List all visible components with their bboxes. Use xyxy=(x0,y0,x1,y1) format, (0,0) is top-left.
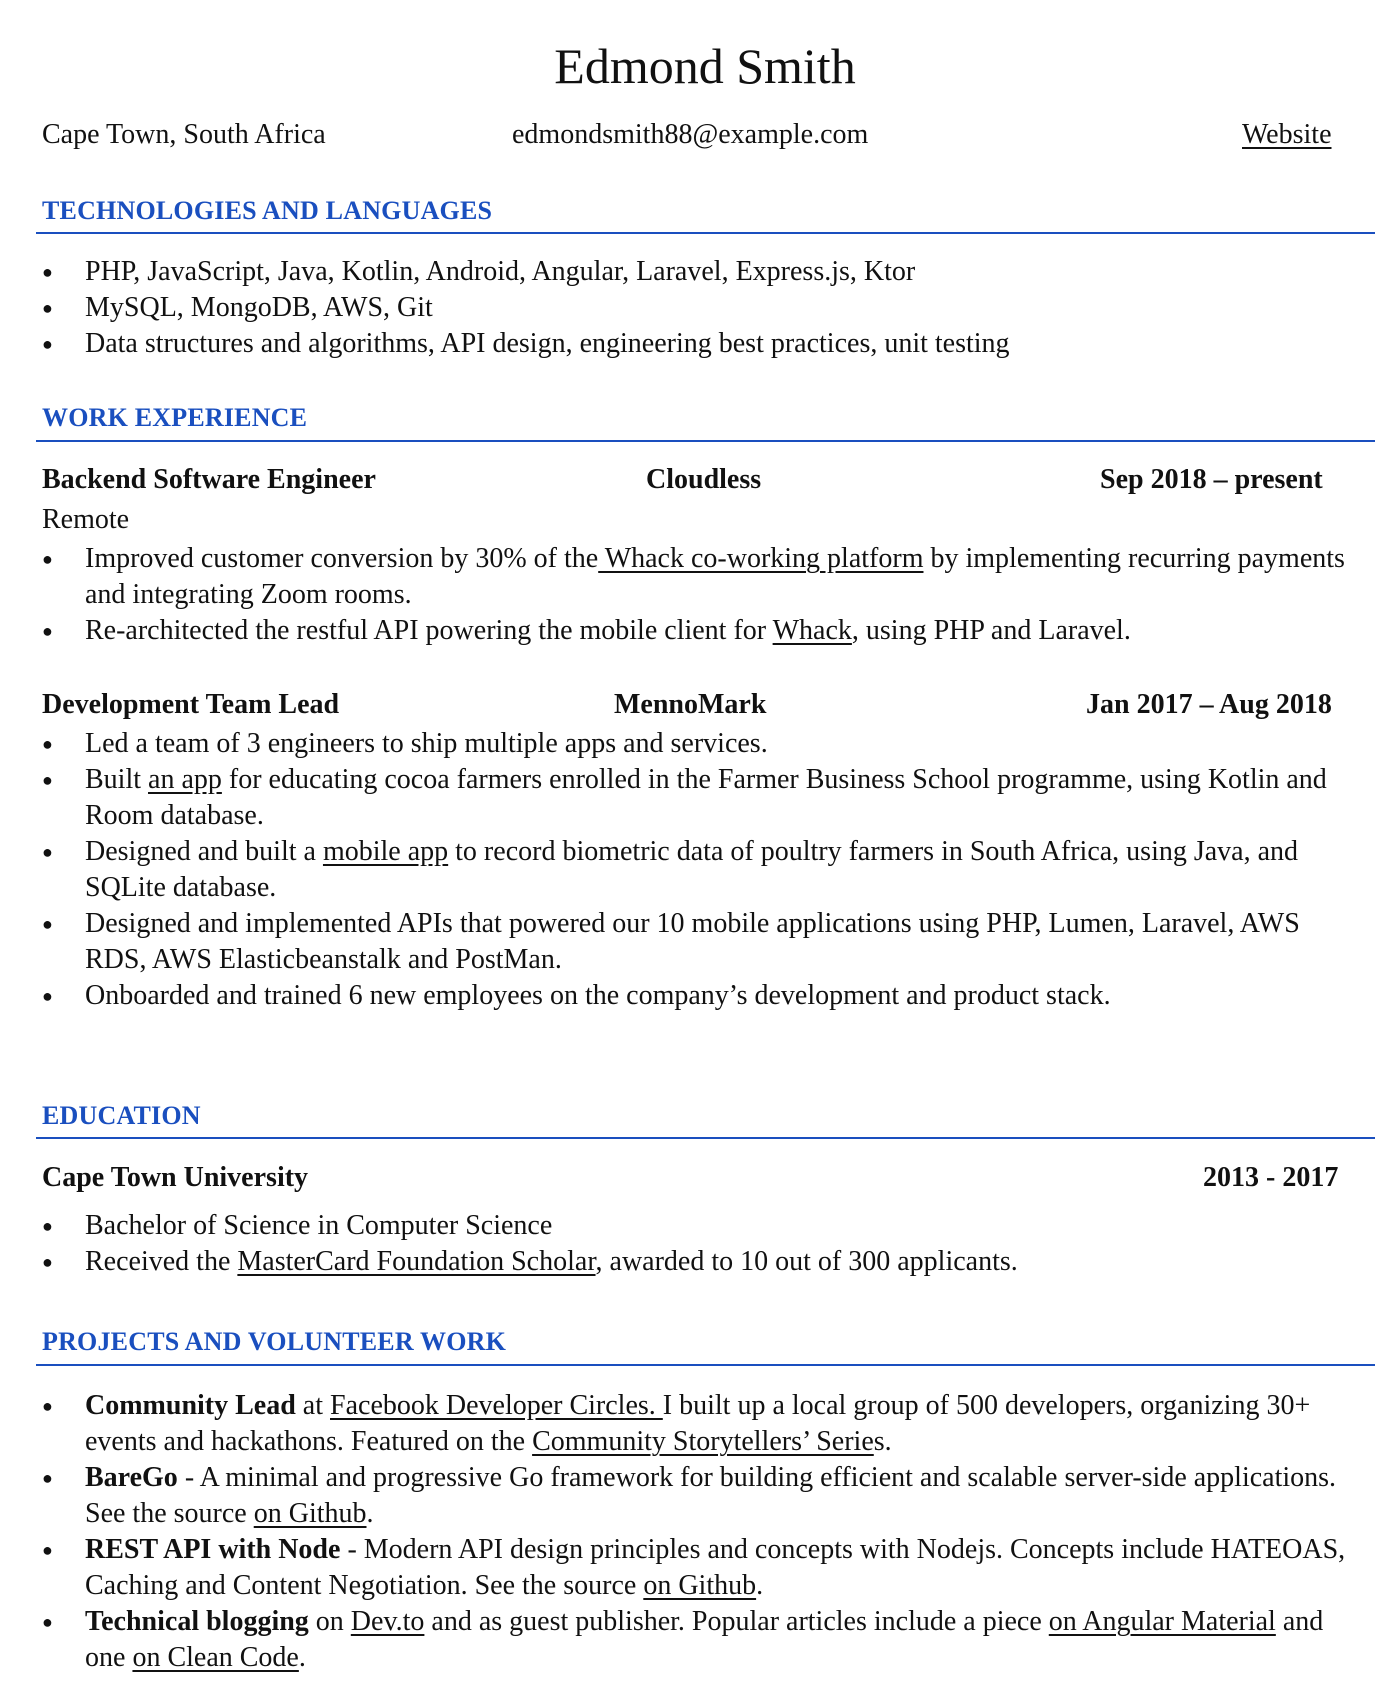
list-item: ● Onboarded and trained 6 new employees on the company’s development and product stack. xyxy=(42,978,1362,1014)
community-storytellers-link[interactable]: Community Storytellers’ Serie xyxy=(532,1426,874,1457)
resume-name: Edmond Smith xyxy=(554,38,856,94)
education-bullets xyxy=(42,1208,1362,1280)
list-item: ● Led a team of 3 engineers to ship multiple apps and services. xyxy=(42,726,1362,762)
location: Cape Town, South Africa xyxy=(42,119,326,150)
section-title-projects: PROJECTS AND VOLUNTEER WORK xyxy=(42,1327,507,1356)
list-item: ● Technical blogging on Dev.to and as guest publisher. Popular articles include a piece on Angular Material and one on Clean Code. xyxy=(42,1604,1362,1676)
list-item: ● Received the MasterCard Foundation Scholar, awarded to 10 out of 300 applicants. xyxy=(42,1244,1362,1280)
list-item: ● PHP, JavaScript, Java, Kotlin, Android, Angular, Laravel, Express.js, Ktor xyxy=(42,254,1362,290)
section-title-work: WORK EXPERIENCE xyxy=(42,403,308,432)
list-item: ● Community Lead at Facebook Developer Circles. I built up a local group of 500 developers, organizing 30+ events and hackathons. Featured on the Community Storytellers’ Series. xyxy=(42,1388,1362,1460)
list-item: ● BareGo - A minimal and progressive Go framework for building efficient and scalable server-side applications. See the source on Github. xyxy=(42,1460,1362,1532)
list-item: ● Designed and implemented APIs that powered our 10 mobile applications using PHP, Lumen, Laravel, AWS RDS, AWS Elasticbeanstalk and PostMan. xyxy=(42,906,1362,978)
job-company: Cloudless xyxy=(646,464,762,495)
section-title-education: EDUCATION xyxy=(42,1101,201,1130)
list-item: ● Data structures and algorithms, API design, engineering best practices, unit testing xyxy=(42,326,1362,362)
rest-api-github-link[interactable]: on Github xyxy=(643,1570,757,1601)
section-divider xyxy=(36,232,1375,234)
section-title-technologies: TECHNOLOGIES AND LANGUAGES xyxy=(42,196,493,225)
tech-list xyxy=(42,254,1362,362)
whack-link[interactable]: Whack xyxy=(772,615,852,646)
job-bullets xyxy=(42,726,1362,1014)
list-item: ● Bachelor of Science in Computer Science xyxy=(42,1208,1362,1244)
job-company: MennoMark xyxy=(614,689,767,720)
barego-github-link[interactable]: on Github xyxy=(253,1498,367,1529)
list-item: ● Improved customer conversion by 30% of the Whack co-working platform by implementing recurring payments and integrating Zoom rooms. xyxy=(42,541,1362,613)
whack-platform-link[interactable]: Whack co-working platform xyxy=(598,543,924,574)
list-item: ● Built an app for educating cocoa farmers enrolled in the Farmer Business School programme, using Kotlin and Room database. xyxy=(42,762,1362,834)
section-divider xyxy=(36,1137,1375,1139)
scholarship-link[interactable]: MasterCard Foundation Scholar xyxy=(237,1246,596,1277)
section-divider xyxy=(36,440,1375,442)
job-title: Backend Software Engineer xyxy=(42,464,376,495)
job-title: Development Team Lead xyxy=(42,689,340,720)
school-name: Cape Town University xyxy=(42,1162,309,1193)
list-item: ● MySQL, MongoDB, AWS, Git xyxy=(42,290,1362,326)
clean-code-article-link[interactable]: on Clean Code xyxy=(132,1642,299,1673)
angular-material-article-link[interactable]: on Angular Material xyxy=(1048,1606,1276,1637)
school-dates: 2013 - 2017 xyxy=(1203,1162,1339,1193)
list-item: ● REST API with Node - Modern API design principles and concepts with Nodejs. Concepts include HATEOAS, Caching and Content Negotiation. See the source on Github. xyxy=(42,1532,1362,1604)
email[interactable]: edmondsmith88@example.com xyxy=(512,119,869,150)
cocoa-app-link[interactable]: an app xyxy=(148,764,222,795)
devto-link[interactable]: Dev.to xyxy=(350,1606,425,1637)
mobile-app-link[interactable]: mobile app xyxy=(322,836,449,867)
section-divider xyxy=(36,1364,1375,1366)
facebook-dev-circles-link[interactable]: Facebook Developer Circles. xyxy=(330,1390,663,1421)
website-link[interactable]: Website xyxy=(1242,119,1332,150)
job-dates: Sep 2018 – present xyxy=(1100,464,1323,495)
job-dates: Jan 2017 – Aug 2018 xyxy=(1086,689,1332,720)
projects-list xyxy=(42,1388,1362,1676)
job-bullets xyxy=(42,541,1362,649)
list-item: ● Designed and built a mobile app to record biometric data of poultry farmers in South Africa, using Java, and SQLite database. xyxy=(42,834,1362,906)
list-item: ● Re-architected the restful API powering the mobile client for Whack, using PHP and Laravel. xyxy=(42,613,1362,649)
job-location: Remote xyxy=(42,504,130,535)
